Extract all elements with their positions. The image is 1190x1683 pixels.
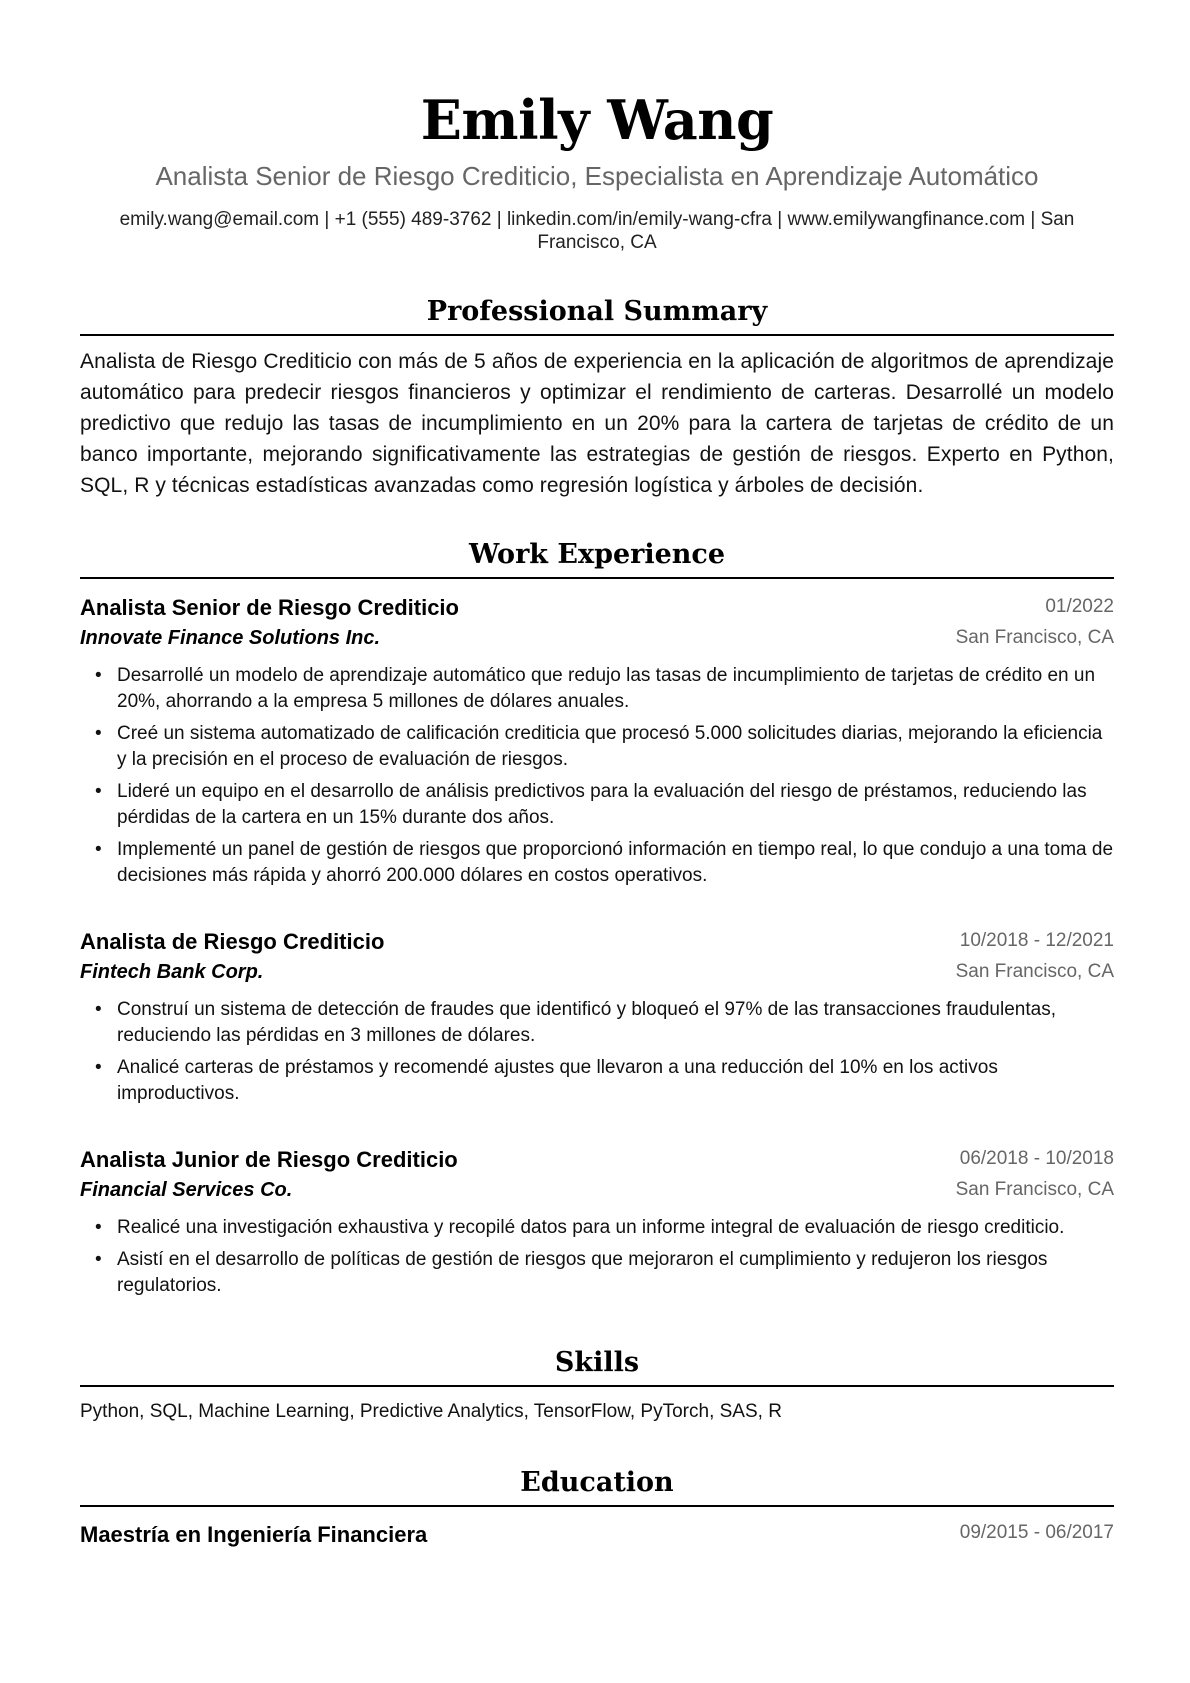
bullet-icon: • <box>95 723 102 744</box>
job-bullet-text: Creé un sistema automatizado de calificación crediticia que procesó 5.000 solicitudes diarias, mejorando la eficiencia y la precisión en el proceso de evaluación de riesgos. <box>117 723 1103 770</box>
job-bullet-text: Desarrollé un modelo de aprendizaje automático que redujo las tasas de incumplimiento de tarjetas de crédito en un 20%, ahorrando a la empresa 5 millones de dólares anuales. <box>117 665 1096 712</box>
job-date: 10/2018 - 12/2021 <box>959 930 1114 951</box>
job-entry <box>80 1145 1114 1299</box>
job-bullet-text: Construí un sistema de detección de fraudes que identificó y bloqueó el 97% de las transacciones fraudulentas, reduciendo las pérdidas en 3 millones de dólares. <box>117 999 1056 1046</box>
resume-page <box>80 0 1114 1551</box>
job-company: Innovate Finance Solutions Inc. <box>80 627 381 649</box>
education-date: 09/2015 - 06/2017 <box>959 1522 1114 1543</box>
job-bullet <box>95 779 1114 831</box>
job-bullet <box>95 1215 1114 1241</box>
job-bullet-list <box>80 997 1114 1107</box>
job-date: 06/2018 - 10/2018 <box>959 1148 1114 1169</box>
bullet-icon: • <box>95 839 102 860</box>
job-title: Analista de Riesgo Crediticio <box>80 929 385 954</box>
job-bullet <box>95 663 1114 715</box>
bullet-icon: • <box>95 999 102 1020</box>
job-bullet-text: Realicé una investigación exhaustiva y recopilé datos para un informe integral de evaluación de riesgo crediticio. <box>117 1217 1065 1238</box>
job-bullet-list <box>80 663 1114 889</box>
education-degree: Maestría en Ingeniería Financiera <box>80 1522 428 1547</box>
contact-line: emily.wang@email.com | +1 (555) 489-3762 | linkedin.com/in/emily-wang-cfra | www.emilywangfinance.com | San Francisco, CA <box>119 209 1075 253</box>
job-location: San Francisco, CA <box>955 961 1114 982</box>
candidate-headline: Analista Senior de Riesgo Crediticio, Especialista en Aprendizaje Automático <box>155 161 1039 191</box>
bullet-icon: • <box>95 1217 102 1238</box>
job-location: San Francisco, CA <box>955 1179 1114 1200</box>
job-entry <box>80 927 1114 1107</box>
skills-list: Python, SQL, Machine Learning, Predictive Analytics, TensorFlow, PyTorch, SAS, R <box>80 1401 782 1422</box>
job-bullet <box>95 721 1114 773</box>
job-location: San Francisco, CA <box>955 627 1114 648</box>
job-bullet <box>95 1055 1114 1107</box>
job-bullet <box>95 837 1114 889</box>
bullet-icon: • <box>95 665 102 686</box>
job-bullet-text: Analicé carteras de préstamos y recomendé ajustes que llevaron a una reducción del 10% en los activos improductivos. <box>117 1057 998 1104</box>
job-title: Analista Senior de Riesgo Crediticio <box>80 595 459 620</box>
candidate-name: Emily Wang <box>420 88 774 152</box>
job-bullet-text: Implementé un panel de gestión de riesgos que proporcionó información en tiempo real, lo que condujo a una toma de decisiones más rápida y ahorró 200.000 dólares en costos operativos. <box>117 839 1114 886</box>
job-company: Fintech Bank Corp. <box>80 961 264 983</box>
job-bullet-list <box>80 1215 1114 1299</box>
bullet-icon: • <box>95 781 102 802</box>
bullet-icon: • <box>95 1249 102 1270</box>
education-entry <box>80 1519 1114 1551</box>
section-title-work-experience: Work Experience <box>80 537 1114 579</box>
job-company: Financial Services Co. <box>80 1179 293 1201</box>
job-bullet-text: Lideré un equipo en el desarrollo de análisis predictivos para la evaluación del riesgo de préstamos, reduciendo las pérdidas de la cartera en un 15% durante dos años. <box>117 781 1087 828</box>
job-title: Analista Junior de Riesgo Crediticio <box>80 1147 458 1172</box>
summary-text: Analista de Riesgo Crediticio con más de 5 años de experiencia en la aplicación de algoritmos de aprendizaje automático para predecir riesgos financieros y optimizar el rendimiento de carteras. Desarrollé un modelo predictivo que redujo las tasas de incumplimiento en un 20% para la cartera de tarjetas de crédito de un banco importante, mejorando significativamente las estrategias de gestión de riesgos. Experto en Python, SQL, R y técnicas estadísticas avanzadas como regresión logística y árboles de decisión. <box>80 350 1114 497</box>
job-bullet-text: Asistí en el desarrollo de políticas de gestión de riesgos que mejoraron el cumplimiento y redujeron los riesgos regulatorios. <box>117 1249 1048 1296</box>
job-entry <box>80 593 1114 889</box>
job-date: 01/2022 <box>1045 596 1114 617</box>
bullet-icon: • <box>95 1057 102 1078</box>
section-title-summary: Professional Summary <box>80 294 1114 336</box>
section-title-skills: Skills <box>80 1345 1114 1387</box>
job-bullet <box>95 1247 1114 1299</box>
section-title-education: Education <box>80 1465 1114 1507</box>
job-bullet <box>95 997 1114 1049</box>
